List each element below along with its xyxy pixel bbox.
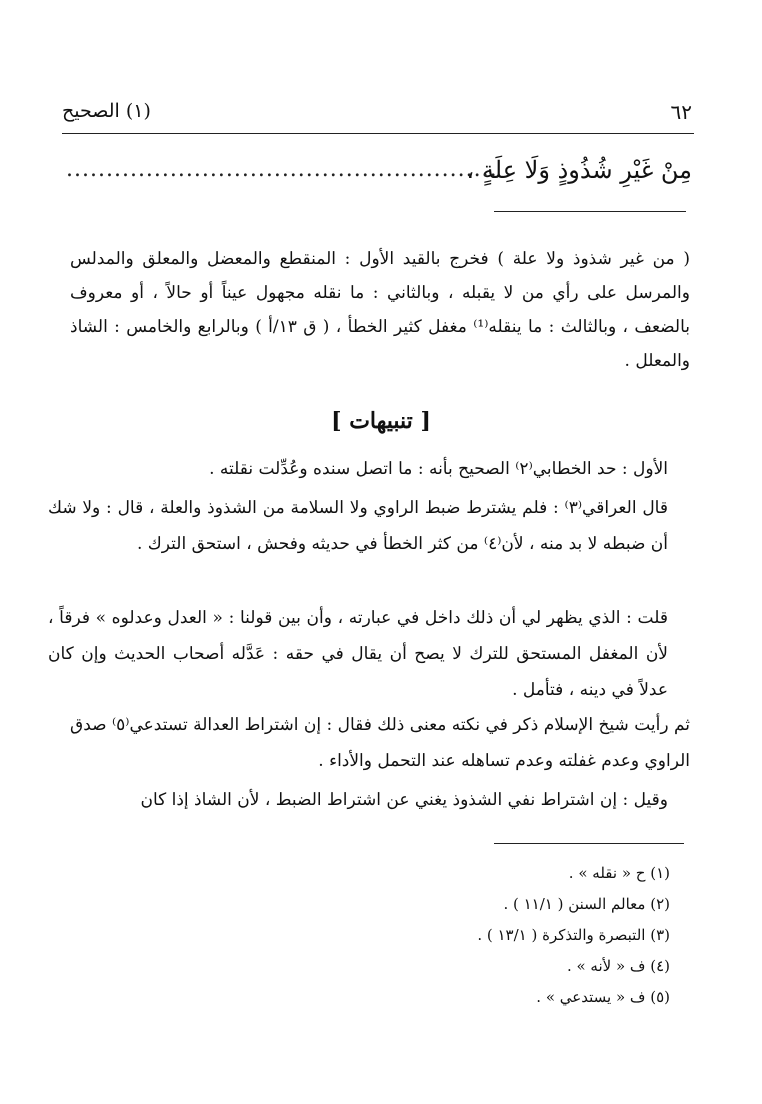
commentary-paragraph-2: الأول : حد الخطابي⁽٢⁾ الصحيح بأنه : ما اتصل سنده وعُدِّلت نقلته .: [209, 459, 668, 479]
commentary-paragraph-6: وقيل : إن اشتراط نفي الشذوذ يغني عن اشتراط الضبط ، لأن الشاذ إذا كان: [140, 790, 668, 810]
commentary-paragraph-3: قال العراقي⁽٣⁾ : فلم يشترط ضبط الراوي ولا السلامة من الشذوذ والعلة ، قال : ولا شك أن ضبطه لا بد منه ، لأن⁽٤⁾ من كثر الخطأ في حديثه وفحش ، استحق الترك .: [48, 498, 668, 554]
footnote-3: (٣) التبصرة والتذكرة ( ١٣/١ ) .: [477, 926, 670, 944]
footnote-2: (٢) معالم السنن ( ١١/١ ) .: [503, 895, 670, 913]
commentary-paragraph-1: ( من غير شذوذ ولا علة ) فخرج بالقيد الأول : المنقطع والمعضل والمعلق والمدلس والمرسل على رأي من لا يقبله ، وبالثاني : ما نقله مجهول عيناً أو حالاً ، أو معروف بالضعف ، وبالثالث : ما ينقله⁽¹⁾ مغفل كثير الخطأ ، ( ق ١٣/أ ) وبالرابع والخامس : الشاذ والمعلل .: [70, 249, 691, 371]
header-rule: [62, 133, 694, 134]
commentary-paragraph-5: ثم رأيت شيخ الإسلام ذكر في نكته معنى ذلك فقال : إن اشتراط العدالة تستدعي⁽٥⁾ صدق الراوي وعدم غفلته وعدم تساهله عند التحمل والأداء .: [70, 715, 690, 771]
running-header: [62, 100, 692, 132]
footnote-5: (٥) ف « يستدعي » .: [536, 988, 670, 1006]
commentary-paragraph-4: قلت : الذي يظهر لي أن ذلك داخل في عبارته ، وأن بين قولنا : « العدل وعدلوه » فرقاً ، لأن المغفل المستحق للترك لا يصح أن يقال في حقه : عَدَّله أصحاب الحديث وإن كان عدلاً في دينه ، فتأمل .: [48, 608, 668, 700]
footnote-1: (١) ح « نقله » .: [568, 864, 670, 882]
matn-separator-rule: [494, 211, 686, 212]
page-number: ٦٢: [670, 100, 692, 124]
footnotes: [270, 858, 670, 1013]
section-heading: [ تنبيهات ]: [331, 408, 431, 434]
matn-line: مِنْ غَيْرِ شُذُوذٍ وَلَا عِلَةٍ ،: [466, 156, 692, 184]
footnote-separator-rule: [494, 843, 684, 844]
footnote-4: (٤) ف « لأنه » .: [566, 957, 670, 975]
chapter-title: (١) الصحيح: [62, 100, 151, 122]
matn-leader-dots: ......................................................: [66, 157, 498, 182]
